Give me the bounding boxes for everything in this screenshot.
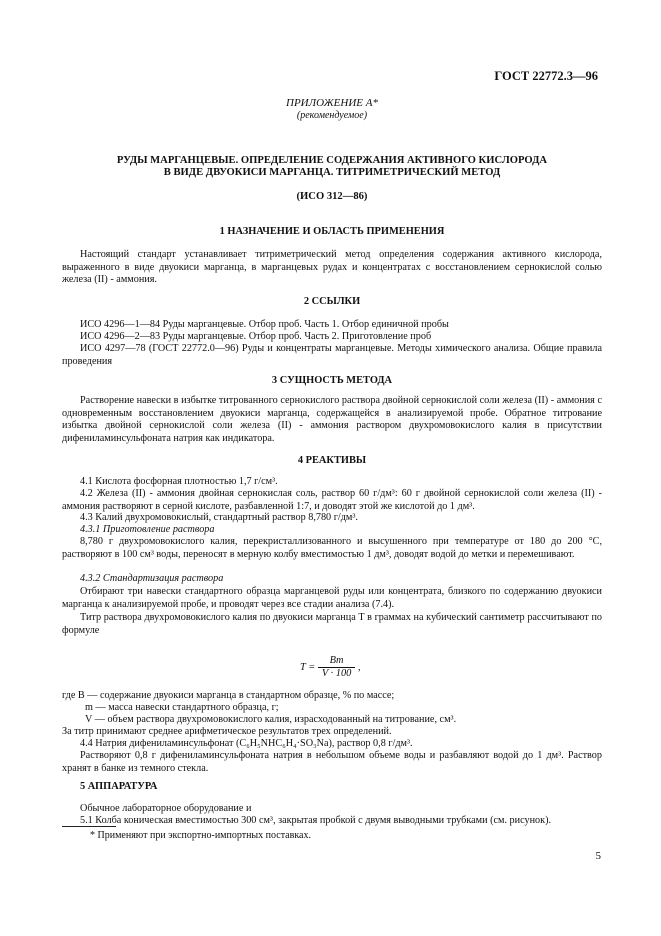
standard-number: ГОСТ 22772.3—96: [494, 69, 598, 83]
iso-reference: (ИСО 312—86): [296, 191, 368, 202]
formula-numerator: Bm: [318, 655, 356, 668]
reagent-4-1: 4.1 Кислота фосфорная плотностью 1,7 г/см³.: [80, 476, 278, 487]
doc-title-line2: В ВИДЕ ДВУОКИСИ МАРГАНЦА. ТИТРИМЕТРИЧЕСКИЙ МЕТОД: [163, 167, 501, 178]
reagent-4-4-text: Растворяют 0,8 г дифениламинсульфоната натрия в небольшом объеме воды и разбавляют водой до 1 дм³. Раствор хранят в банке из темного стекла.: [62, 750, 602, 774]
section-4-heading: 4 РЕАКТИВЫ: [297, 455, 367, 466]
where-m: m — масса навески стандартного образца, г;: [85, 702, 279, 713]
reagent-4-4: 4.4 Натрия дифениламинсульфонат (C₆H₅NHC₆H₄·SO₃Na), раствор 0,8 г/дм³.: [80, 738, 413, 749]
reagent-4-3: 4.3 Калий двухромовокислый, стандартный раствор 8,780 г/дм³.: [80, 512, 358, 523]
reagent-4-3-2: 4.3.2 Стандартизация раствора: [80, 573, 224, 584]
formula-end: ,: [357, 661, 361, 673]
page-number: 5: [595, 850, 601, 862]
doc-title-line1: РУДЫ МАРГАНЦЕВЫЕ. ОПРЕДЕЛЕНИЕ СОДЕРЖАНИЯ АКТИВНОГО КИСЛОРОДА: [116, 155, 548, 166]
reference-1: ИСО 4296—1—84 Руды марганцевые. Отбор проб. Часть 1. Отбор единичной пробы: [80, 319, 449, 330]
section-5-heading: 5 АППАРАТУРА: [80, 781, 158, 792]
footnote-rule: [62, 826, 116, 827]
reference-3: ИСО 4297—78 (ГОСТ 22772.0—96) Руды и концентраты марганцевые. Методы химического анализа. Общие правила проведения: [62, 343, 602, 367]
reagent-4-3-1-text: 8,780 г двухромовокислого калия, перекристаллизованного и высушенного при температуре от 180 до 200 °С, растворяют в 100 см³ воды, переносят в мерную колбу вместимостью 1 дм³, доводят водой до метки и перемешивают.: [62, 536, 602, 560]
appendix-title: ПРИЛОЖЕНИЕ А*: [286, 97, 378, 109]
section-5-text1: Обычное лабораторное оборудование и: [80, 803, 252, 814]
formula-fraction: [318, 655, 356, 680]
section-5-text2: 5.1 Колба коническая вместимостью 300 см³, закрытая пробкой с двумя выводными трубками (см. рисунок).: [80, 815, 552, 826]
reference-2: ИСО 4296—2—83 Руды марганцевые. Отбор проб. Часть 2. Приготовление проб: [80, 331, 432, 342]
titer-text: Титр раствора двухромовокислого калия по двуокиси марганца T в граммах на кубический сантиметр рассчитывают по формуле: [62, 612, 602, 636]
section-3-text: Растворение навески в избытке титрованного сернокислого раствора двойной сернокислой соли железа (II) - аммония с одновременным восстановлением двуокиси марганца, содержащейся в анализируемой пробе. Обратное титрование избытка двойной сернокислой соли железа (II) - аммония раствором двухромовокислого калия в присутствии дифениламинсульфоната натрия как индикатора.: [62, 395, 602, 444]
reagent-4-3-2-text: Отбирают три навески стандартного образца марганцевой руды или концентрата, близкого по содержанию двуокиси марганца к анализируемой пробе, и проводят через все стадии анализа (7.4).: [62, 586, 602, 610]
where-B: где B — содержание двуокиси марганца в стандартном образце, % по массе;: [62, 690, 395, 701]
section-1-heading: 1 НАЗНАЧЕНИЕ И ОБЛАСТЬ ПРИМЕНЕНИЯ: [219, 226, 445, 237]
reagent-4-3-1: 4.3.1 Приготовление раствора: [80, 524, 215, 535]
section-3-heading: 3 СУЩНОСТЬ МЕТОДА: [271, 375, 393, 386]
appendix-subtitle: (рекомендуемое): [296, 110, 368, 121]
formula-lhs: T =: [300, 661, 316, 673]
reagent-4-2: 4.2 Железа (II) - аммония двойная сернокислая соль, раствор 60 г/дм³: 60 г двойной сернокислой соли железа (II) - аммония растворяют в серной кислоте, разбавленной 1:7, и доводят этой же кислотой до 1 дм³.: [62, 488, 602, 512]
footnote: * Применяют при экспортно-импортных поставках.: [90, 830, 311, 841]
titer-formula: [300, 655, 361, 680]
section-1-text: Настоящий стандарт устанавливает титриметрический метод определения содержания активного кислорода, выраженного в виде двуокиси марганца, в марганцевых рудах и концентратах с восстановлением сернокислой солью железа (II) - аммония.: [62, 249, 602, 286]
where-V: V — объем раствора двухромовокислого калия, израсходованный на титрование, см³.: [85, 714, 457, 725]
average-note: За титр принимают среднее арифметическое результатов трех определений.: [62, 726, 392, 737]
formula-denominator: V · 100: [321, 668, 352, 679]
section-2-heading: 2 ССЫЛКИ: [303, 296, 361, 307]
